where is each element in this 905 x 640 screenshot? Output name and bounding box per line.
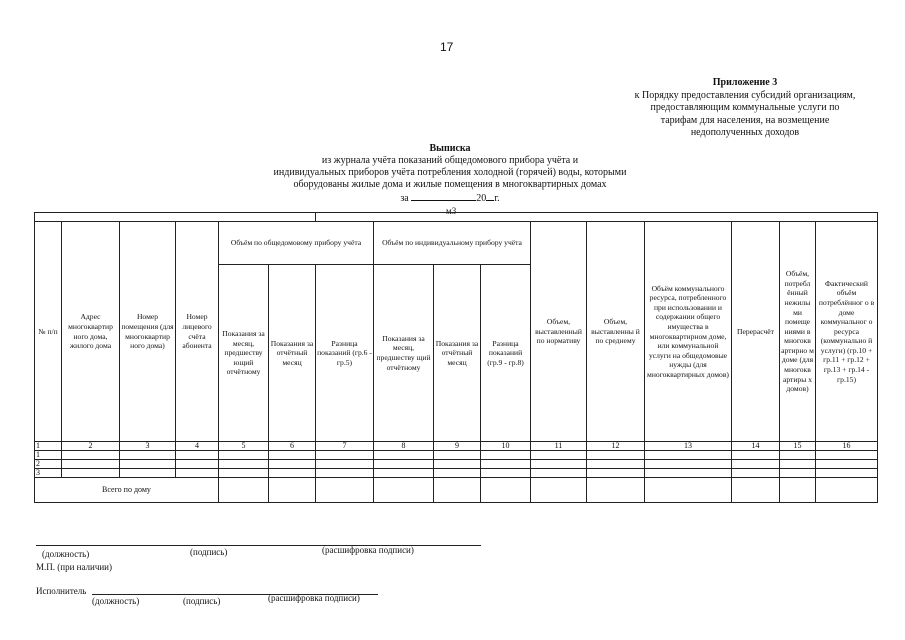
table-cell — [732, 460, 780, 469]
col-number: 9 — [434, 442, 481, 451]
col-header: Показания за месяц, предшеству щий отчётному — [374, 265, 434, 442]
table-cell — [316, 469, 374, 478]
col-header: Номер лицевого счёта абонента — [176, 222, 219, 442]
table-cell — [374, 451, 434, 460]
table-cell — [374, 460, 434, 469]
table-cell — [434, 469, 481, 478]
table-cell — [269, 460, 316, 469]
col-number: 11 — [531, 442, 587, 451]
table-cell — [816, 478, 878, 503]
appendix-line: предоставляющим коммунальные услуги по — [650, 102, 840, 113]
appendix-line: тарифам для населения, на возмещение — [660, 114, 830, 126]
table-cell — [645, 460, 732, 469]
appendix-line: к Порядку предоставления субсидий организациям, — [634, 89, 856, 101]
extract-line: индивидуальных приборов учёта потребления холодной (горячей) воды, которыми — [273, 167, 627, 178]
appendix-block — [600, 77, 890, 140]
unit-label: м3 — [446, 206, 457, 216]
col-number: 5 — [219, 442, 269, 451]
table-cell — [587, 469, 645, 478]
col-number: 3 — [120, 442, 176, 451]
period-suffix: г. — [494, 193, 500, 204]
table-cell — [816, 451, 878, 460]
table-cell — [531, 451, 587, 460]
table-cell — [62, 469, 120, 478]
col-header: Объём коммунального ресурса, потребленного при использовании и содержании общего имущества в многоквартирном доме, или коммунальной услуги на общедомовые нужды (для многоквартирных домов) — [645, 222, 732, 442]
table-cell — [732, 469, 780, 478]
top-spacer-cell — [316, 213, 878, 222]
table-cell — [219, 460, 269, 469]
col-number: 7 — [316, 442, 374, 451]
col-number: 2 — [62, 442, 120, 451]
executor-caption-decoding: (расшифровка подписи) — [268, 593, 360, 603]
table-cell — [531, 478, 587, 503]
table-cell — [645, 469, 732, 478]
appendix-title: Приложение 3 — [712, 77, 778, 88]
col-number: 12 — [587, 442, 645, 451]
col-header: Номер помещения (для многоквартир ного дома) — [120, 222, 176, 442]
table-cell — [316, 478, 374, 503]
table-cell — [62, 451, 120, 460]
table-cell — [645, 451, 732, 460]
col-number: 16 — [816, 442, 878, 451]
col-header: Разница показаний (гр.9 - гр.8) — [481, 265, 531, 442]
readings-table — [34, 212, 878, 503]
table-cell — [269, 469, 316, 478]
executor-caption-sign: (подпись) — [183, 596, 221, 606]
col-number: 4 — [176, 442, 219, 451]
table-cell — [176, 451, 219, 460]
table-cell — [316, 451, 374, 460]
table-cell — [120, 451, 176, 460]
col-number: 6 — [269, 442, 316, 451]
signature-caption-decoding: (расшифровка подписи) — [322, 545, 414, 555]
stamp-label: М.П. (при наличии) — [36, 562, 112, 572]
extract-line: оборудованы жилые дома и жилые помещения в многоквартирных домах — [293, 179, 607, 190]
col-header: № п/п — [35, 222, 62, 442]
col-number: 15 — [780, 442, 816, 451]
executor-caption-position: (должность) — [92, 596, 140, 606]
page-number: 17 — [440, 40, 454, 54]
table-cell — [120, 460, 176, 469]
month-blank — [411, 191, 476, 201]
top-spacer-cell — [35, 213, 316, 222]
table-cell — [434, 451, 481, 460]
row-number: 3 — [35, 469, 62, 478]
table-cell — [434, 460, 481, 469]
col-header: Перерасчёт — [732, 222, 780, 442]
table-cell — [780, 469, 816, 478]
col-header: Адрес многоквартир ного дома, жилого дома — [62, 222, 120, 442]
table-cell — [374, 469, 434, 478]
signature-caption-sign: (подпись) — [190, 547, 228, 557]
table-cell — [316, 460, 374, 469]
extract-block — [230, 143, 670, 205]
period-year: 20 — [476, 193, 487, 204]
table-cell — [816, 460, 878, 469]
year-blank — [486, 191, 494, 201]
col-header: Разница показаний (гр.6 - гр.5) — [316, 265, 374, 442]
table-cell — [481, 469, 531, 478]
table-cell — [732, 451, 780, 460]
col-header: Показания за отчётный месяц — [269, 265, 316, 442]
col-header: Объём, потребл ённый нежилы ми помеще ниями в многокв артирно м доме (для многокв артиры х домов) — [780, 222, 816, 442]
col-header: Объем, выставленны й по среднему — [587, 222, 645, 442]
col-number: 14 — [732, 442, 780, 451]
table-row — [35, 451, 878, 460]
table-cell — [587, 478, 645, 503]
table-cell — [374, 478, 434, 503]
table-cell — [481, 478, 531, 503]
header-row-1 — [35, 222, 878, 265]
table-cell — [219, 478, 269, 503]
col-header: Показания за месяц, предшеству ющий отчётному — [219, 265, 269, 442]
table-cell — [531, 469, 587, 478]
table-cell — [587, 451, 645, 460]
signature-caption-position: (должность) — [42, 549, 90, 559]
table-cell — [481, 460, 531, 469]
table-top-row — [35, 213, 878, 222]
table-cell — [732, 478, 780, 503]
table-cell — [816, 469, 878, 478]
table-cell — [587, 460, 645, 469]
table-cell — [780, 478, 816, 503]
extract-line: из журнала учёта показаний общедомового прибора учёта и — [321, 155, 579, 166]
period-prefix: за — [400, 193, 409, 204]
table-cell — [645, 478, 732, 503]
group-header-house: Объём по общедомовому прибору учёта — [219, 222, 374, 265]
table-row — [35, 460, 878, 469]
row-number: 1 — [35, 451, 62, 460]
table-cell — [176, 460, 219, 469]
extract-title: Выписка — [429, 143, 471, 154]
extract-period — [230, 191, 670, 205]
table-cell — [780, 451, 816, 460]
table-cell — [269, 451, 316, 460]
column-number-row — [35, 442, 878, 451]
table-cell — [120, 469, 176, 478]
table-cell — [219, 469, 269, 478]
table-cell — [176, 469, 219, 478]
col-number: 13 — [645, 442, 732, 451]
table-cell — [531, 460, 587, 469]
signature-line — [36, 545, 481, 546]
total-label: Всего по дому — [35, 478, 219, 503]
executor-label: Исполнитель — [36, 586, 87, 596]
col-header: Показания за отчётный месяц — [434, 265, 481, 442]
table-cell — [62, 460, 120, 469]
table-cell — [481, 451, 531, 460]
col-number: 1 — [35, 442, 62, 451]
appendix-line: недополученных доходов — [690, 127, 800, 138]
row-number: 2 — [35, 460, 62, 469]
col-header: Фактический объём потреблённог о в доме коммунальног о ресурса (коммунально й услуги) (гр.10 + гр.11 + гр.12 + гр.13 + гр.14 - гр.15) — [816, 222, 878, 442]
table-cell — [780, 460, 816, 469]
table-cell — [219, 451, 269, 460]
col-number: 8 — [374, 442, 434, 451]
table-cell — [434, 478, 481, 503]
col-header: Объем, выставленный по нормативу — [531, 222, 587, 442]
table-row — [35, 469, 878, 478]
table-cell — [269, 478, 316, 503]
col-number: 10 — [481, 442, 531, 451]
group-header-individual: Объём по индивидуальному прибору учёта — [374, 222, 531, 265]
total-row — [35, 478, 878, 503]
